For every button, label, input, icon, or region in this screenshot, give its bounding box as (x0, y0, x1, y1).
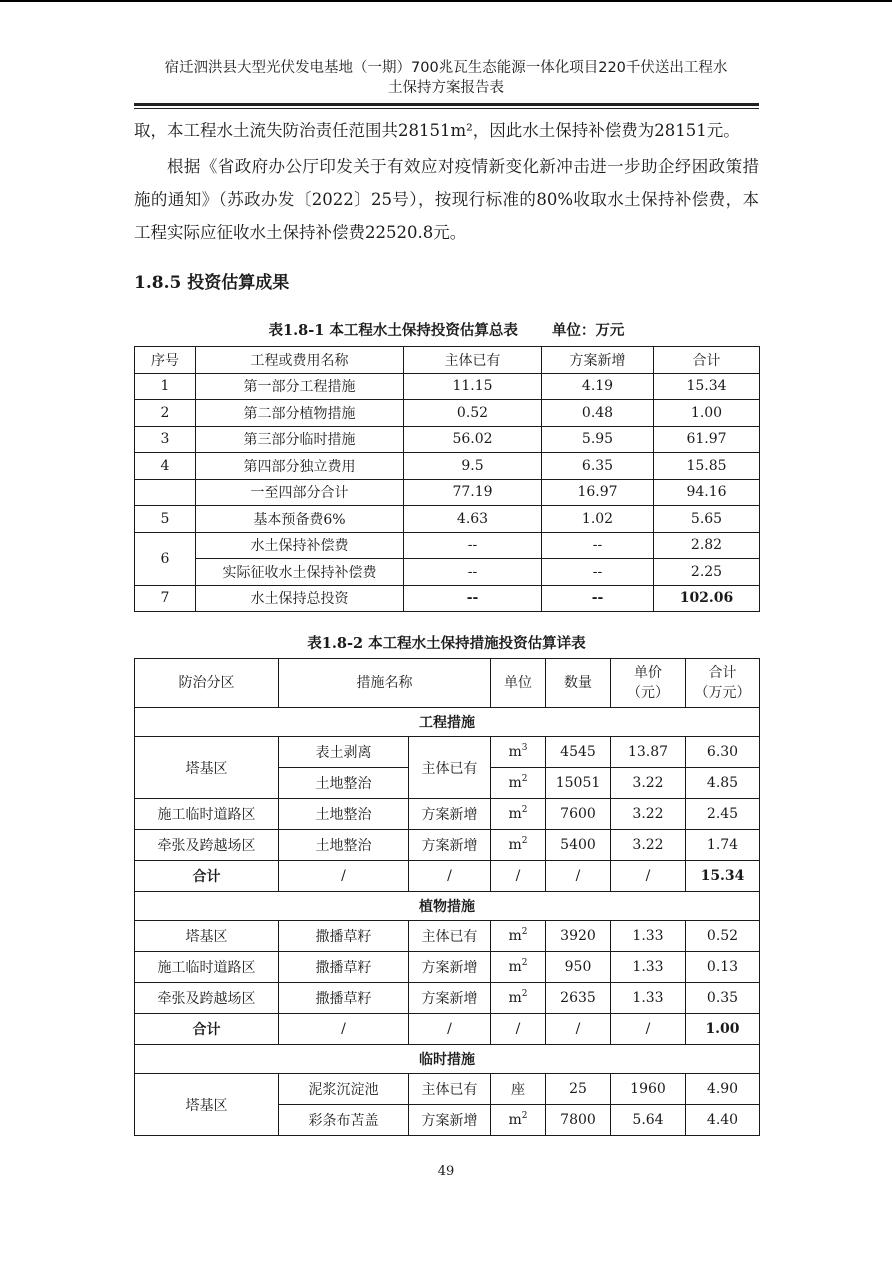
header-line: （万元） (694, 685, 751, 701)
cell-existing: 11.15 (404, 373, 542, 400)
cell-qty: 7600 (546, 799, 611, 830)
cell-new: 6.35 (542, 453, 654, 480)
unit-exponent: 2 (521, 805, 528, 815)
cell-total: 5.65 (654, 506, 760, 533)
cell-existing: 0.52 (404, 400, 542, 427)
group-row-plant (135, 892, 760, 921)
cell-existing: 9.5 (404, 453, 542, 480)
cell-name: 第二部分植物措施 (196, 400, 404, 427)
group-title: 植物措施 (135, 892, 760, 921)
header-line: 单价 (634, 665, 662, 681)
cell-total: 1.00 (654, 400, 760, 427)
cell-price: 13.87 (611, 737, 686, 768)
table2-header-unit-price (611, 659, 686, 708)
subtotal-row (135, 1014, 760, 1045)
cell-measure: 撒播草籽 (279, 983, 409, 1014)
group-row-temporary (135, 1045, 760, 1074)
cell-total: 15.85 (654, 453, 760, 480)
unit-text: m (508, 837, 522, 853)
table2-header-row (135, 659, 760, 708)
cell-slash: / (546, 861, 611, 892)
table1-unit: 单位：万元 (551, 322, 625, 339)
cell-source: 主体已有 (409, 737, 491, 799)
table-row (135, 585, 760, 612)
cell-source: 方案新增 (409, 952, 491, 983)
table1-header: 主体已有 (404, 347, 542, 374)
cell-name: 第三部分临时措施 (196, 426, 404, 453)
cell-price: 1.33 (611, 983, 686, 1014)
page-number: 49 (437, 1164, 455, 1179)
running-header (130, 58, 762, 98)
cell-total: 102.06 (654, 585, 760, 612)
cell-total: 0.52 (686, 921, 760, 952)
unit-exponent: 2 (521, 1111, 528, 1121)
table-row (135, 426, 760, 453)
cell-unit (491, 768, 546, 799)
cell-name: 基本预备费6% (196, 506, 404, 533)
cell-source: 方案新增 (409, 1105, 491, 1136)
cell-price: 3.22 (611, 768, 686, 799)
table1-header: 序号 (135, 347, 196, 374)
cell-total: 2.45 (686, 799, 760, 830)
cell-price: 1.33 (611, 952, 686, 983)
cell-total: 0.35 (686, 983, 760, 1014)
cell-zone: 施工临时道路区 (135, 952, 279, 983)
cell-slash: / (611, 861, 686, 892)
measures-detail-table (134, 658, 760, 1136)
cell-unit (491, 1105, 546, 1136)
header-rule-thin (134, 108, 759, 109)
cell-no: 1 (135, 373, 196, 400)
paragraph-policy-notice: 根据《省政府办公厅印发关于有效应对疫情新变化新冲击进一步助企纾困政策措施的通知》（苏政办发〔2022〕25号），按现行标准的80%收取水土保持补偿费，本工程实际应征收水土保持补偿费22520.8元。 (134, 157, 759, 242)
cell-slash: / (409, 861, 491, 892)
table1-caption (134, 319, 759, 340)
cell-unit (491, 830, 546, 861)
table2-header: 防治分区 (135, 659, 279, 708)
group-row-engineering (135, 708, 760, 737)
cell-unit: 座 (491, 1074, 546, 1105)
cell-zone: 塔基区 (135, 1074, 279, 1136)
cell-new: -- (542, 532, 654, 559)
cell-slash: / (279, 1014, 409, 1045)
table-row (135, 506, 760, 533)
cell-unit (491, 921, 546, 952)
cell-no: 3 (135, 426, 196, 453)
table-row (135, 532, 760, 559)
cell-existing: 77.19 (404, 479, 542, 506)
cell-new: -- (542, 559, 654, 586)
cell-qty: 7800 (546, 1105, 611, 1136)
paragraph-compensation-fee: 取，本工程水土流失防治责任范围共28151m²，因此水土保持补偿费为28151元。 (134, 121, 740, 140)
unit-exponent: 2 (521, 989, 528, 999)
cell-total: 15.34 (654, 373, 760, 400)
cell-price: 1960 (611, 1074, 686, 1105)
table-row (135, 1074, 760, 1105)
cell-name: 一至四部分合计 (196, 479, 404, 506)
cell-new: 1.02 (542, 506, 654, 533)
cell-new: -- (542, 585, 654, 612)
cell-total: 1.74 (686, 830, 760, 861)
unit-exponent: 2 (521, 774, 528, 784)
cell-price: 3.22 (611, 799, 686, 830)
table1-header-row (135, 347, 760, 374)
cell-qty: 950 (546, 952, 611, 983)
table-row (135, 453, 760, 480)
cell-new: 16.97 (542, 479, 654, 506)
cell-measure: 撒播草籽 (279, 952, 409, 983)
unit-text: m (508, 990, 522, 1006)
cell-total: 2.25 (654, 559, 760, 586)
unit-text: m (508, 775, 522, 791)
table2-header-total (686, 659, 760, 708)
cell-no: 4 (135, 453, 196, 480)
cell-zone: 塔基区 (135, 921, 279, 952)
cell-qty: 3920 (546, 921, 611, 952)
cell-measure: 土地整治 (279, 768, 409, 799)
section-title: 1.8.5 投资估算成果 (134, 273, 290, 293)
header-line-1: 宿迁泗洪县大型光伏发电基地（一期）700兆瓦生态能源一体化项目220千伏送出工程水 (164, 60, 728, 76)
table-row (135, 737, 760, 768)
cell-total: 4.90 (686, 1074, 760, 1105)
cell-total: 94.16 (654, 479, 760, 506)
unit-text: m (508, 1112, 522, 1128)
cell-zone: 牵张及跨越场区 (135, 830, 279, 861)
cell-unit (491, 737, 546, 768)
cell-no: 6 (135, 532, 196, 585)
table1-header: 工程或费用名称 (196, 347, 404, 374)
cell-slash: / (409, 1014, 491, 1045)
cell-total: 61.97 (654, 426, 760, 453)
cell-source: 主体已有 (409, 1074, 491, 1105)
group-title: 工程措施 (135, 708, 760, 737)
table1-caption-text: 表1.8-1 本工程水土保持投资估算总表 (268, 322, 518, 339)
cell-price: 5.64 (611, 1105, 686, 1136)
table-row (135, 952, 760, 983)
cell-existing: 56.02 (404, 426, 542, 453)
cell-total: 0.13 (686, 952, 760, 983)
cell-slash: / (546, 1014, 611, 1045)
cell-measure: 土地整治 (279, 799, 409, 830)
table-row (135, 921, 760, 952)
table2-header: 单位 (491, 659, 546, 708)
unit-exponent: 2 (521, 927, 528, 937)
unit-text: m (508, 806, 522, 822)
cell-name: 第四部分独立费用 (196, 453, 404, 480)
table2-header: 数量 (546, 659, 611, 708)
cell-measure: 泥浆沉淀池 (279, 1074, 409, 1105)
cell-total: 2.82 (654, 532, 760, 559)
cell-measure: 表土剥离 (279, 737, 409, 768)
cell-measure: 彩条布苫盖 (279, 1105, 409, 1136)
cell-unit (491, 952, 546, 983)
cell-existing: -- (404, 585, 542, 612)
cell-zone: 塔基区 (135, 737, 279, 799)
cell-name: 实际征收水土保持补偿费 (196, 559, 404, 586)
cell-existing: 4.63 (404, 506, 542, 533)
cell-slash: / (611, 1014, 686, 1045)
cell-price: 1.33 (611, 921, 686, 952)
cell-name: 水土保持补偿费 (196, 532, 404, 559)
cell-name: 水土保持总投资 (196, 585, 404, 612)
cell-source: 方案新增 (409, 799, 491, 830)
cell-source: 主体已有 (409, 921, 491, 952)
cell-name: 第一部分工程措施 (196, 373, 404, 400)
cell-measure: 撒播草籽 (279, 921, 409, 952)
top-border (0, 0, 892, 2)
unit-exponent: 2 (521, 836, 528, 846)
cell-no: 7 (135, 585, 196, 612)
cell-sum-total: 1.00 (686, 1014, 760, 1045)
table-row (135, 373, 760, 400)
cell-zone: 牵张及跨越场区 (135, 983, 279, 1014)
cell-slash: / (491, 861, 546, 892)
cell-no (135, 479, 196, 506)
cell-unit (491, 983, 546, 1014)
table-row (135, 799, 760, 830)
header-rule-thick (134, 103, 759, 106)
table1-header: 方案新增 (542, 347, 654, 374)
unit-exponent: 3 (521, 743, 528, 753)
cell-new: 4.19 (542, 373, 654, 400)
cell-source: 方案新增 (409, 983, 491, 1014)
unit-text: m (508, 744, 522, 760)
cell-existing: -- (404, 532, 542, 559)
cell-qty: 5400 (546, 830, 611, 861)
cell-unit (491, 799, 546, 830)
cell-measure: 土地整治 (279, 830, 409, 861)
table2-caption: 表1.8-2 本工程水土保持措施投资估算详表 (307, 635, 586, 652)
cell-no: 5 (135, 506, 196, 533)
cell-total: 4.85 (686, 768, 760, 799)
cell-qty: 2635 (546, 983, 611, 1014)
cell-total: 6.30 (686, 737, 760, 768)
cell-qty: 4545 (546, 737, 611, 768)
header-line-2: 土保持方案报告表 (388, 80, 504, 96)
group-title: 临时措施 (135, 1045, 760, 1074)
cell-slash: / (491, 1014, 546, 1045)
cell-existing: -- (404, 559, 542, 586)
unit-exponent: 2 (521, 958, 528, 968)
cell-slash: / (279, 861, 409, 892)
unit-text: m (508, 928, 522, 944)
table-row (135, 479, 760, 506)
table-row (135, 983, 760, 1014)
table-row (135, 559, 760, 586)
cell-qty: 25 (546, 1074, 611, 1105)
header-line: 合计 (708, 665, 737, 681)
table1-header: 合计 (654, 347, 760, 374)
header-line: （元） (627, 685, 669, 701)
table-row (135, 830, 760, 861)
cell-no: 2 (135, 400, 196, 427)
table2-header: 措施名称 (279, 659, 491, 708)
subtotal-row (135, 861, 760, 892)
cell-price: 3.22 (611, 830, 686, 861)
cell-new: 5.95 (542, 426, 654, 453)
cell-sum-label: 合计 (135, 861, 279, 892)
cell-source: 方案新增 (409, 830, 491, 861)
cell-qty: 15051 (546, 768, 611, 799)
cell-sum-total: 15.34 (686, 861, 760, 892)
table-row (135, 400, 760, 427)
cell-zone: 施工临时道路区 (135, 799, 279, 830)
unit-text: m (508, 959, 522, 975)
cell-sum-label: 合计 (135, 1014, 279, 1045)
investment-summary-table (134, 346, 760, 612)
cell-total: 4.40 (686, 1105, 760, 1136)
cell-new: 0.48 (542, 400, 654, 427)
